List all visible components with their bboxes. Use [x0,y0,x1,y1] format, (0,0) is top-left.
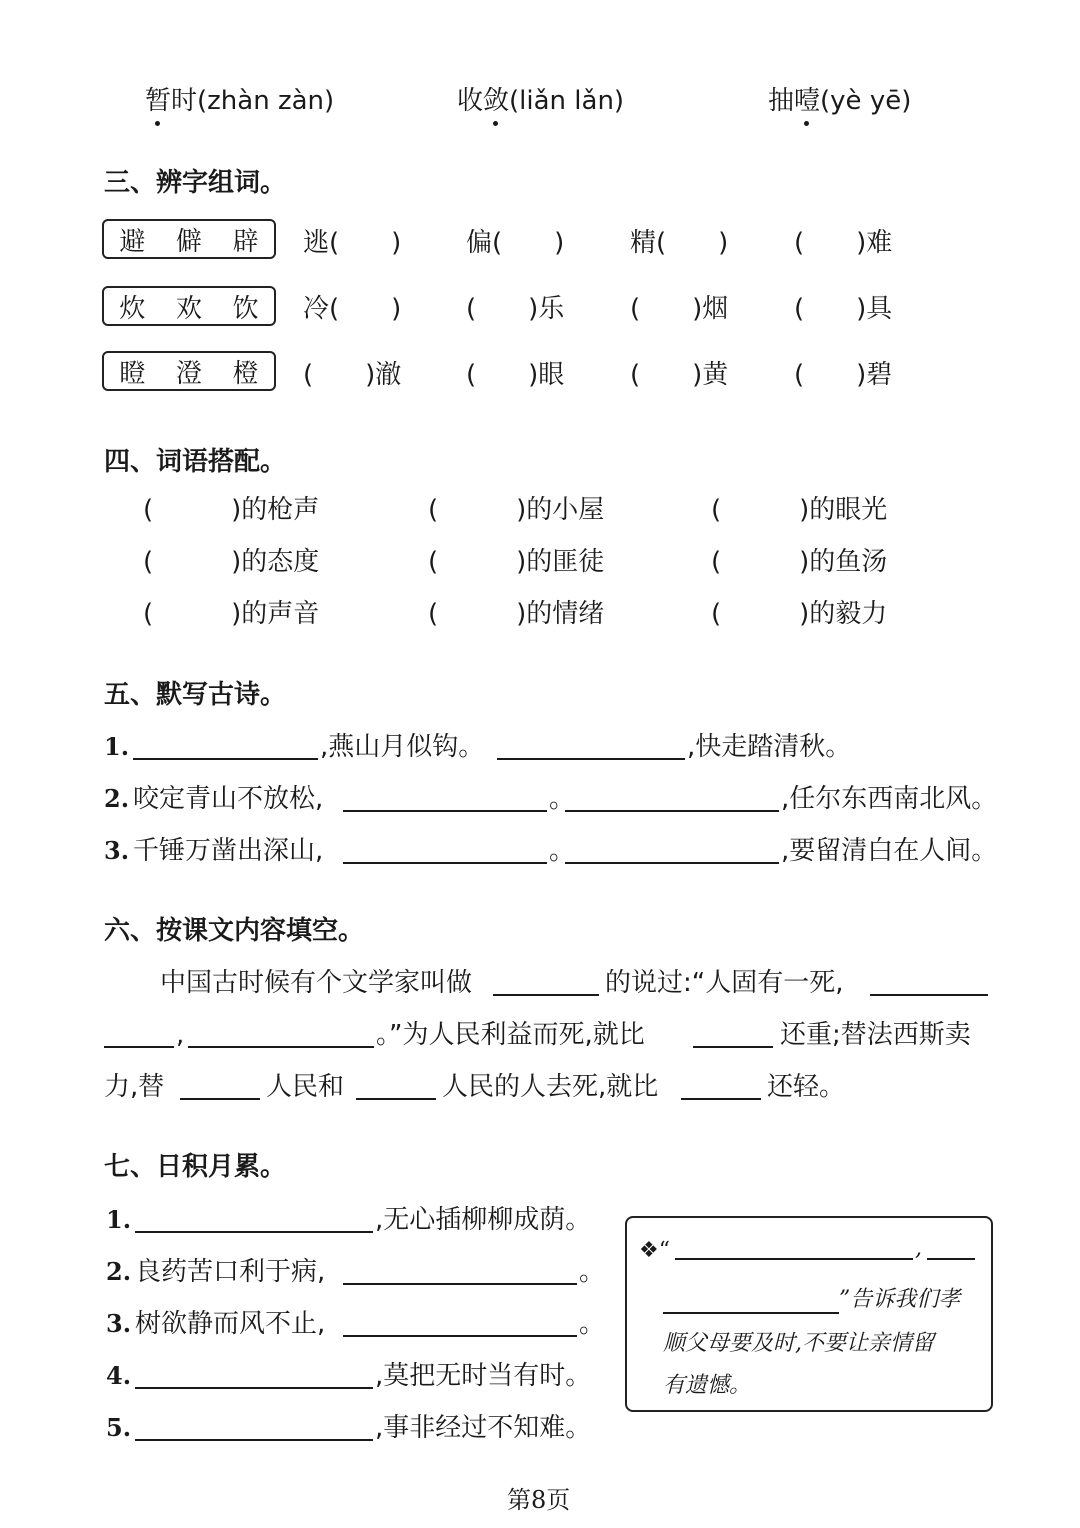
pinyin-char-dotted: 噎 [794,84,820,118]
note-mark: ❖“ [639,1238,670,1263]
answer-line[interactable] [497,758,685,760]
word-blank[interactable]: ( )碧 [794,360,893,390]
section-7-title: 七、日积月累。 [104,1152,287,1182]
pinyin-char-dotted: 暂 [145,84,171,118]
answer-line[interactable] [180,1098,260,1100]
word-blank[interactable]: ( )烟 [630,294,729,324]
word-blank[interactable]: 冷( ) [303,294,402,324]
word-blank[interactable]: ( )黄 [630,360,729,390]
answer-line[interactable] [343,810,547,812]
item-number: 2. [106,1257,132,1286]
answer-line[interactable] [681,1098,761,1100]
char-group-box: 瞪 澄 橙 [102,351,276,391]
phrase-blank[interactable]: ( )的小屋 [428,495,605,525]
note-text: 有遗憾。 [663,1373,752,1398]
pinyin-char-dotted: 敛 [483,84,509,118]
poem-text: 咬定青山不放松, [133,784,324,814]
proverb-text: ,事非经过不知难。 [375,1413,592,1443]
word-blank[interactable]: 偏( ) [466,228,565,258]
answer-line[interactable] [135,1387,373,1389]
word-blank[interactable]: ( )眼 [466,360,565,390]
answer-line[interactable] [135,1231,373,1233]
proverb-text: ,莫把无时当有时。 [375,1361,592,1391]
answer-line[interactable] [188,1046,374,1048]
paragraph-text: 中国古时候有个文学家叫做 [160,968,473,998]
proverb-text: 。 [579,1257,606,1287]
char-group-box: 炊 欢 饮 [102,286,276,326]
paragraph-text: 人民和 [266,1072,345,1102]
poem-text: 。 [549,784,576,814]
paragraph-text: 还重;替法西斯卖 [780,1020,971,1050]
word-blank[interactable]: ( )澈 [303,360,402,390]
proverb-text: 良药苦口利于病, [135,1257,326,1287]
proverb-text: 。 [579,1309,606,1339]
word-blank[interactable]: ( )乐 [466,294,565,324]
answer-line[interactable] [343,862,547,864]
phrase-blank[interactable]: ( )的眼光 [711,495,888,525]
answer-line[interactable] [927,1258,975,1260]
poem-text: ,快走踏清秋。 [687,732,852,762]
item-number: 5. [106,1413,132,1442]
pinyin-item-1 [145,84,334,118]
paragraph-text: , [176,1020,185,1050]
proverb-text: ,无心插柳柳成荫。 [375,1205,592,1235]
phrase-blank[interactable]: ( )的匪徒 [428,547,605,577]
phrase-blank[interactable]: ( )的情绪 [428,599,605,629]
poem-text: ,要留清白在人间。 [781,836,998,866]
section-5-title: 五、默写古诗。 [104,680,287,710]
word-blank[interactable]: 精( ) [630,228,729,258]
answer-line[interactable] [356,1098,436,1100]
poem-text: ,燕山月似钩。 [320,732,485,762]
proverb-text: 树欲静而风不止, [135,1309,326,1339]
paragraph-text: 的说过:“人固有一死, [605,968,844,998]
poem-text: 。 [549,836,576,866]
phrase-blank[interactable]: ( )的枪声 [143,495,320,525]
answer-line[interactable] [104,1046,174,1048]
char-group-box: 避 僻 辟 [102,219,276,259]
answer-line[interactable] [675,1258,913,1260]
poem-text: 千锤万凿出深山, [133,836,324,866]
section-3-title: 三、辨字组词。 [104,168,287,198]
word-blank[interactable]: ( )难 [794,228,893,258]
item-number: 1. [106,1205,132,1234]
answer-line[interactable] [343,1283,577,1285]
note-text: 顺父母要及时,不要让亲情留 [663,1331,934,1356]
note-text: ”告诉我们孝 [839,1287,961,1312]
answer-line[interactable] [565,810,779,812]
phrase-blank[interactable]: ( )的鱼汤 [711,547,888,577]
phrase-blank[interactable]: ( )的声音 [143,599,320,629]
paragraph-text: 人民的人去死,就比 [442,1072,659,1102]
word-blank[interactable]: ( )具 [794,294,893,324]
item-number: 4. [106,1361,132,1390]
pinyin-item-3: 抽噎 (yè yē) [768,84,911,118]
paragraph-text: 还轻。 [767,1072,846,1102]
answer-line[interactable] [870,994,988,996]
item-number: 2. [104,784,130,813]
item-number: 1. [104,732,130,761]
answer-line[interactable] [135,1439,373,1441]
page-number: 第8页 [507,1486,571,1514]
answer-line[interactable] [565,862,779,864]
phrase-blank[interactable]: ( )的态度 [143,547,320,577]
answer-line[interactable] [663,1312,839,1314]
section-6-title: 六、按课文内容填空。 [104,916,365,946]
paragraph-text: 。”为人民利益而死,就比 [376,1020,645,1050]
section-4-title: 四、词语搭配。 [104,447,287,477]
pinyin-options: (yè yē) [820,86,912,116]
phrase-blank[interactable]: ( )的毅力 [711,599,888,629]
word-blank[interactable]: 逃( ) [303,228,402,258]
pinyin-options: 时(zhàn zàn) [171,86,335,116]
paragraph-text: 力,替 [104,1072,165,1102]
answer-line[interactable] [693,1046,773,1048]
poem-text: ,任尔东西南北风。 [781,784,998,814]
answer-line[interactable] [133,758,318,760]
pinyin-options: (liǎn lǎn) [509,86,625,116]
pinyin-item-2: 收敛 (liǎn lǎn) [457,84,624,118]
note-box: ❖“ , ”告诉我们孝 顺父母要及时,不要让亲情留 有遗憾。 [625,1216,993,1412]
answer-line[interactable] [343,1335,577,1337]
item-number: 3. [104,836,130,865]
item-number: 3. [106,1309,132,1338]
answer-line[interactable] [493,994,599,996]
